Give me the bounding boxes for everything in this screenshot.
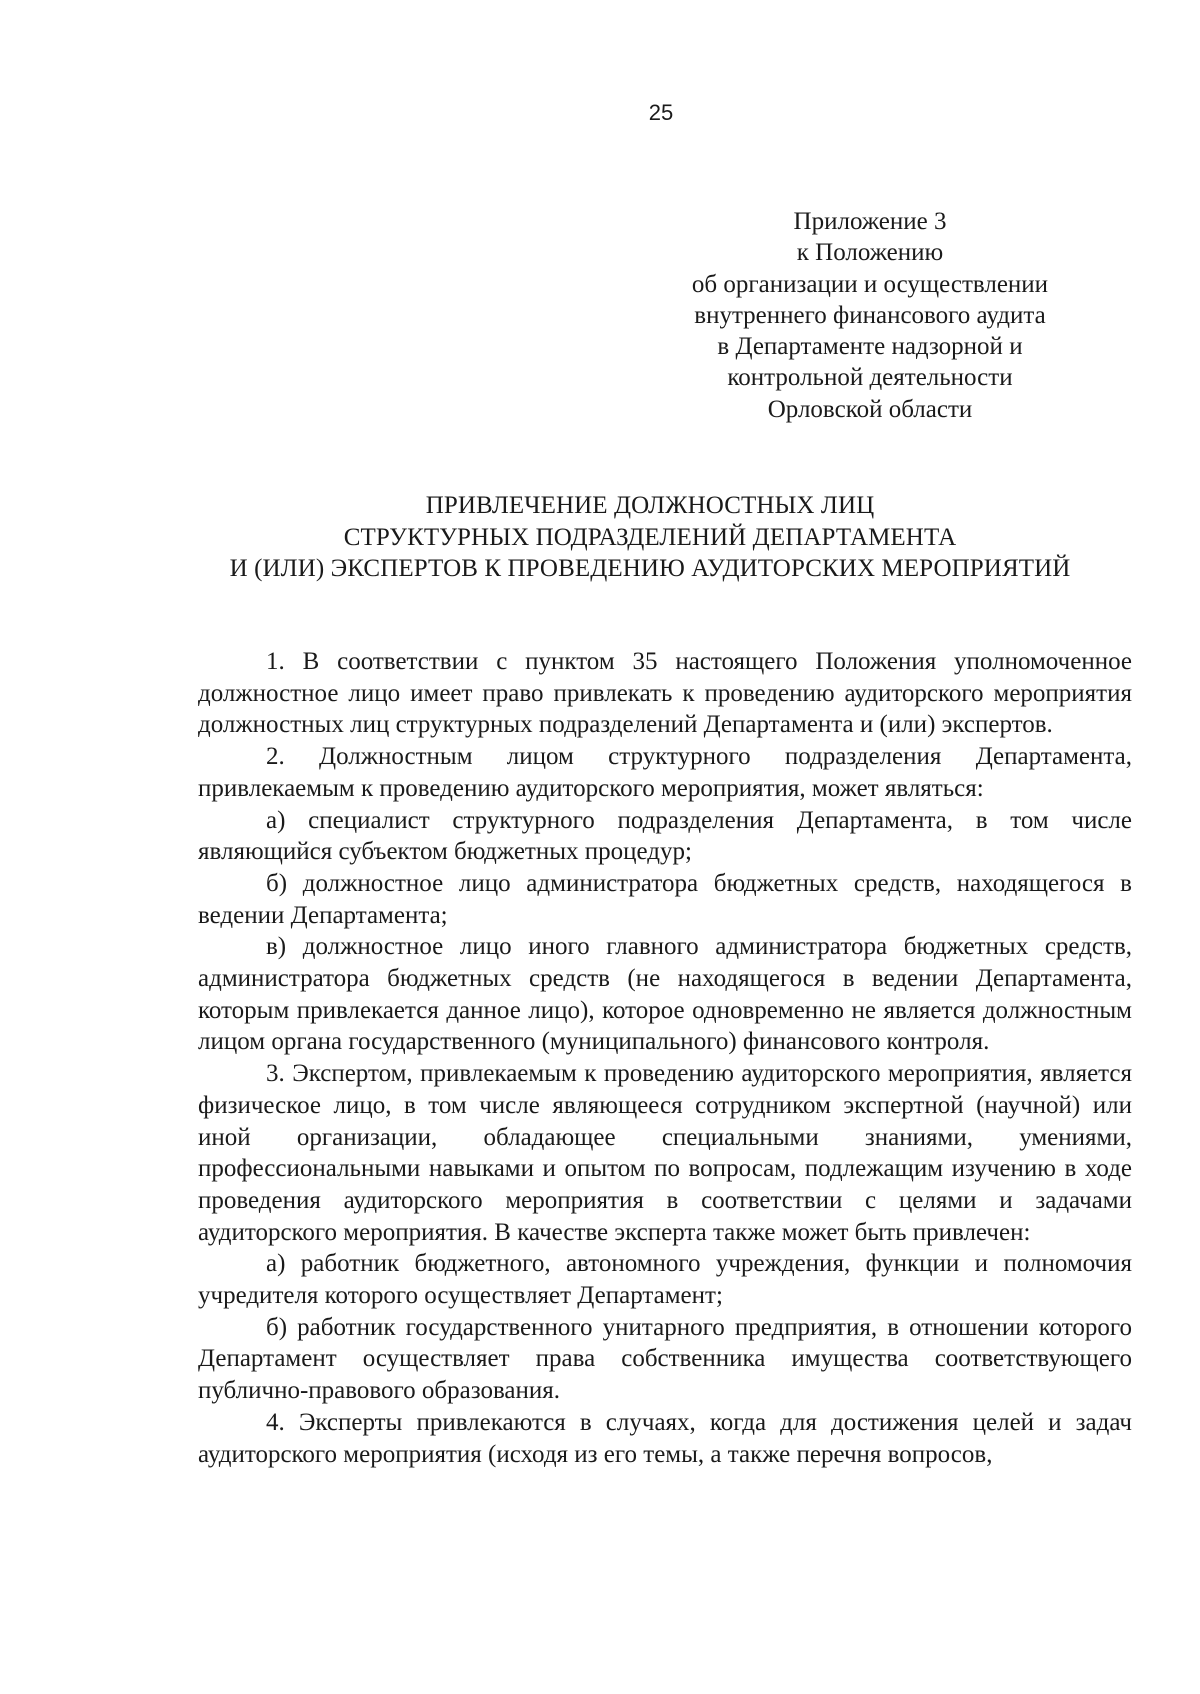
paragraph: в) должностное лицо иного главного администратора бюджетных средств, администратора бюджетных средств (не находящегося в ведении Департамента, которым привлекается данное лицо), которое одновременно не является должностным лицом органа государственного (муниципального) финансового контроля. bbox=[198, 933, 1132, 1056]
title-line: ПРИВЛЕЧЕНИЕ ДОЛЖНОСТНЫХ ЛИЦ bbox=[425, 492, 875, 519]
paragraph: а) работник бюджетного, автономного учреждения, функции и полномочия учредителя которого осуществляет Департамент; bbox=[198, 1250, 1132, 1310]
document-title bbox=[150, 490, 1150, 585]
appendix-line: в Департаменте надзорной и bbox=[717, 333, 1023, 361]
paragraph: 2. Должностным лицом структурного подразделения Департамента, привлекаемым к проведению аудиторского мероприятия, может являться: bbox=[198, 743, 1132, 802]
paragraph: а) специалист структурного подразделения Департамента, в том числе являющийся субъектом бюджетных процедур; bbox=[198, 806, 1132, 866]
appendix-line: внутреннего финансового аудита bbox=[694, 301, 1046, 329]
appendix-line: контрольной деятельности bbox=[727, 364, 1013, 392]
paragraph: б) работник государственного унитарного предприятия, в отношении которого Департамент осуществляет права собственника имущества соответствующего публично-правового образования. bbox=[198, 1313, 1132, 1405]
appendix-header bbox=[640, 206, 1100, 425]
appendix-line: Приложение 3 bbox=[793, 208, 947, 235]
paragraph: 3. Экспертом, привлекаемым к проведению аудиторского мероприятия, является физическое лицо, в том числе являющееся сотрудником экспертной (научной) или иной организации, обладающее специальными знаниями, умениями, профессиональными навыками и опытом по вопросам, подлежащим изучению в ходе проведения аудиторского мероприятия в соответствии с целями и задачами аудиторского мероприятия. В качестве эксперта также может быть привлечен: bbox=[198, 1060, 1132, 1246]
appendix-line: об организации и осуществлении bbox=[691, 270, 1049, 298]
body-text bbox=[198, 646, 1132, 1470]
appendix-line: Орловской области bbox=[767, 395, 973, 423]
title-line: И (ИЛИ) ЭКСПЕРТОВ К ПРОВЕДЕНИЮ АУДИТОРСКИХ МЕРОПРИЯТИЙ bbox=[229, 555, 1071, 582]
paragraph: б) должностное лицо администратора бюджетных средств, находящегося в ведении Департамента; bbox=[198, 869, 1132, 929]
paragraph: 4. Эксперты привлекаются в случаях, когда для достижения целей и задач аудиторского мероприятия (исходя из его темы, а также перечня вопросов, bbox=[198, 1408, 1132, 1468]
page-number: 25 bbox=[648, 100, 674, 125]
title-line: СТРУКТУРНЫХ ПОДРАЗДЕЛЕНИЙ ДЕПАРТАМЕНТА bbox=[343, 523, 957, 551]
appendix-line: к Положению bbox=[796, 239, 944, 267]
paragraph: 1. В соответствии с пунктом 35 настоящего Положения уполномоченное должностное лицо имеет право привлекать к проведению аудиторского мероприятия должностных лиц структурных подразделений Департамента и (или) экспертов. bbox=[198, 648, 1132, 739]
